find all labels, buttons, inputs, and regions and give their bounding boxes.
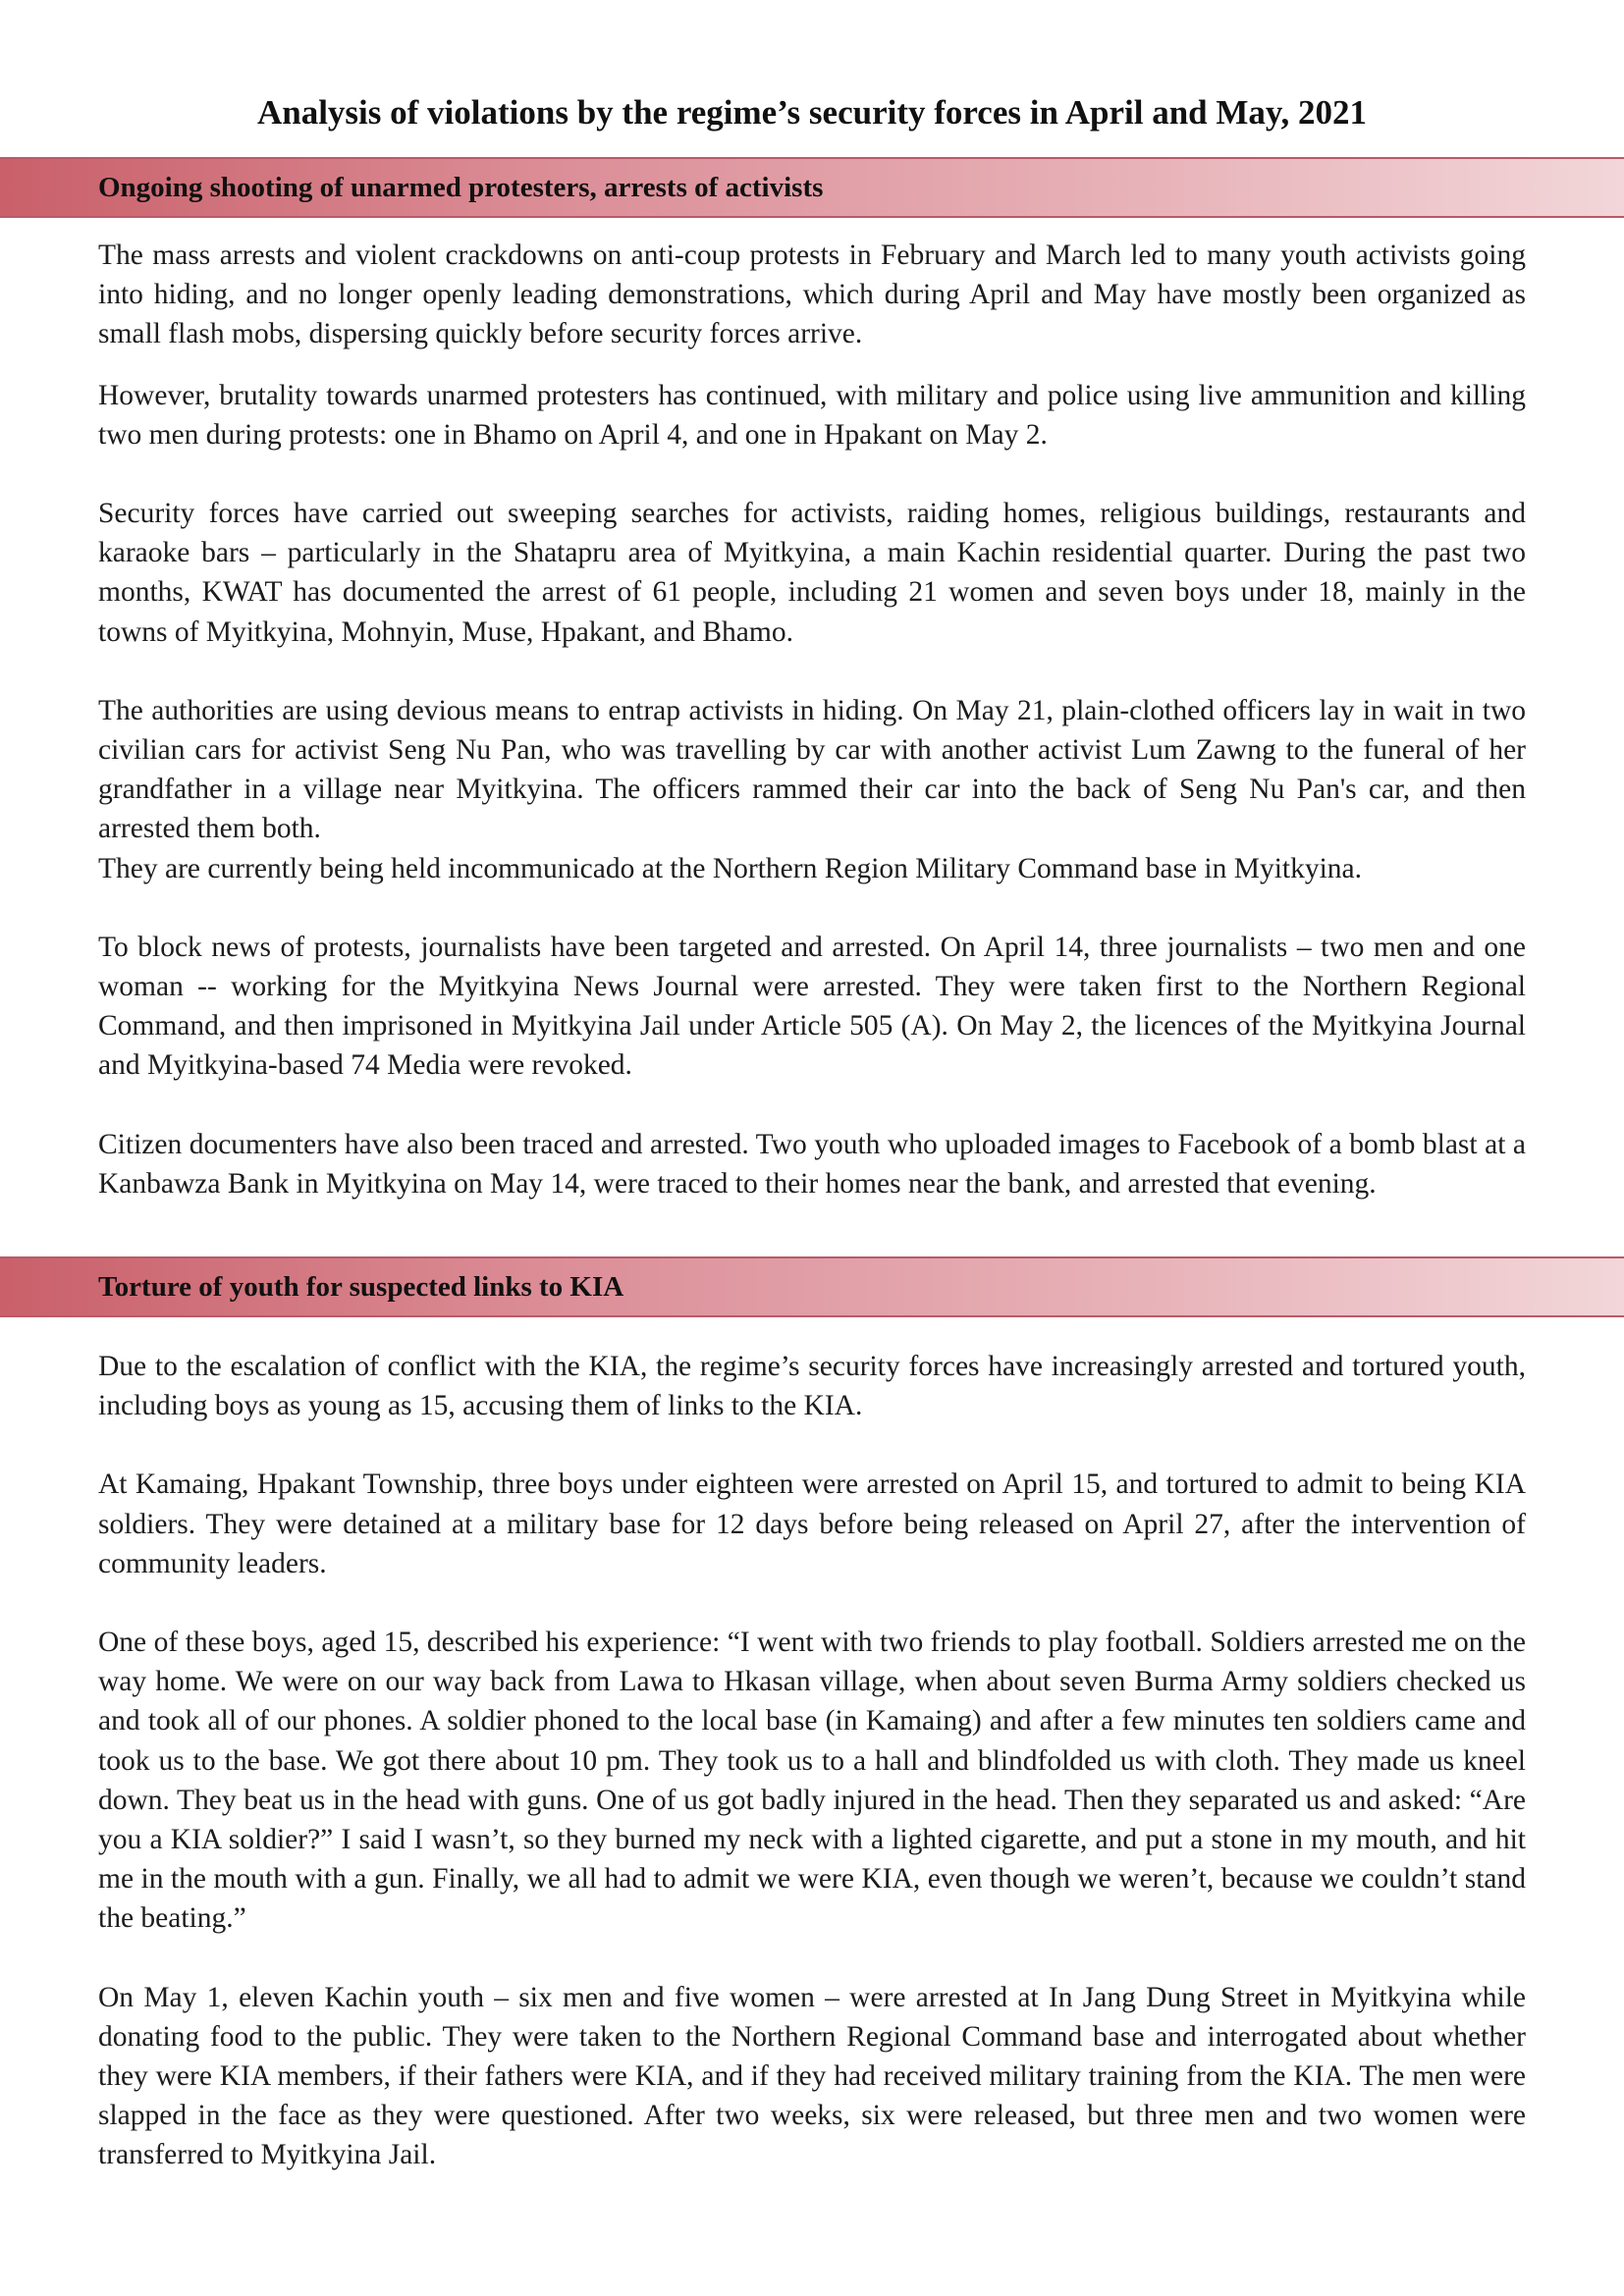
paragraph: At Kamaing, Hpakant Township, three boys under eighteen were arrested on April 15, and tortured to admit to being KIA soldiers. They were detained at a military base for 12 days before being released on April 27, after the intervention of community leaders.	[98, 1468, 1526, 1579]
paragraph: The mass arrests and violent crackdowns on anti-coup protests in February and March led to many youth activists going into hiding, and no longer openly leading demonstrations, which during April and May have mostly been organized as small flash mobs, dispersing quickly before security forces arrive.	[98, 240, 1526, 350]
paragraph: However, brutality towards unarmed protesters has continued, with military and police using live ammunition and killing two men during protests: one in Bhamo on April 4, and one in Hpakant on May 2.	[98, 379, 1526, 451]
paragraph: Security forces have carried out sweeping searches for activists, raiding homes, religious buildings, restaurants and karaoke bars – particularly in the Shatapru area of Myitkyina, a main Kachin residential quarter. During the past two months, KWAT has documented the arrest of 61 people, including 21 women and seven boys under 18, mainly in the towns of Myitkyina, Mohnyin, Muse, Hpakant, and Bhamo.	[98, 498, 1526, 648]
paragraph: One of these boys, aged 15, described his experience: “I went with two friends to play football. Soldiers arrested me on the way home. We were on our way back from Lawa to Hkasan village, when about seven Burma Army soldiers checked us and took all of our phones. A soldier phoned to the local base (in Kamaing) and after a few minutes ten soldiers came and took us to the base. We got there about 10 pm. They took us to a hall and blindfolded us with cloth. They made us kneel down. They beat us in the head with guns. One of us got badly injured in the head. Then they separated us and asked: “Are you a KIA soldier?” I said I wasn’t, so they burned my neck with a lighted cigarette, and put a stone in my mouth, and hit me in the mouth with a gun. Finally, we all had to admit we were KIA, even though we weren’t, because we couldn’t stand the beating.”	[98, 1627, 1526, 1935]
paragraph: Citizen documenters have also been traced and arrested. Two youth who uploaded images to Facebook of a bomb blast at a Kanbawza Bank in Myitkyina on May 14, were traced to their homes near the bank, and arrested that evening.	[98, 1128, 1526, 1200]
section-heading: Ongoing shooting of unarmed protesters, arrests of activists	[98, 172, 824, 203]
paragraph: Due to the escalation of conflict with the KIA, the regime’s security forces have increasingly arrested and tortured youth, including boys as young as 15, accusing them of links to the KIA.	[98, 1351, 1526, 1422]
paragraph: They are currently being held incommunicado at the Northern Region Military Command base in Myitkyina.	[98, 852, 1363, 884]
section-header-shooting-arrests	[0, 157, 1624, 218]
page-title: Analysis of violations by the regime’s security forces in April and May, 2021	[256, 93, 1368, 132]
section-body-shooting-arrests	[98, 236, 1526, 1203]
paragraph: On May 1, eleven Kachin youth – six men and five women – were arrested at In Jang Dung Street in Myitkyina while donating food to the public. They were taken to the Northern Regional Command base and interrogated about whether they were KIA members, if their fathers were KIA, and if they had received military training from the KIA. The men were slapped in the face as they were questioned. After two weeks, six were released, but three men and two women were transferred to Myitkyina Jail.	[98, 1981, 1526, 2171]
paragraph: The authorities are using devious means to entrap activists in hiding. On May 21, plain-clothed officers lay in wait in two civilian cars for activist Seng Nu Pan, who was travelling by car with another activist Lum Zawng to the funeral of her grandfather in a village near Myitkyina. The officers rammed their car into the back of Seng Nu Pan's car, and then arrested them both.	[98, 694, 1526, 845]
section-header-torture-kia	[0, 1256, 1624, 1317]
paragraph: To block news of protests, journalists have been targeted and arrested. On April 14, three journalists – two men and one woman -- working for the Myitkyina News Journal were arrested. They were taken first to the Northern Regional Command, and then imprisoned in Myitkyina Jail under Article 505 (A). On May 2, the licences of the Myitkyina Journal and Myitkyina-based 74 Media were revoked.	[98, 931, 1526, 1082]
section-body-torture-kia	[98, 1347, 1526, 2175]
section-heading: Torture of youth for suspected links to KIA	[98, 1271, 624, 1303]
